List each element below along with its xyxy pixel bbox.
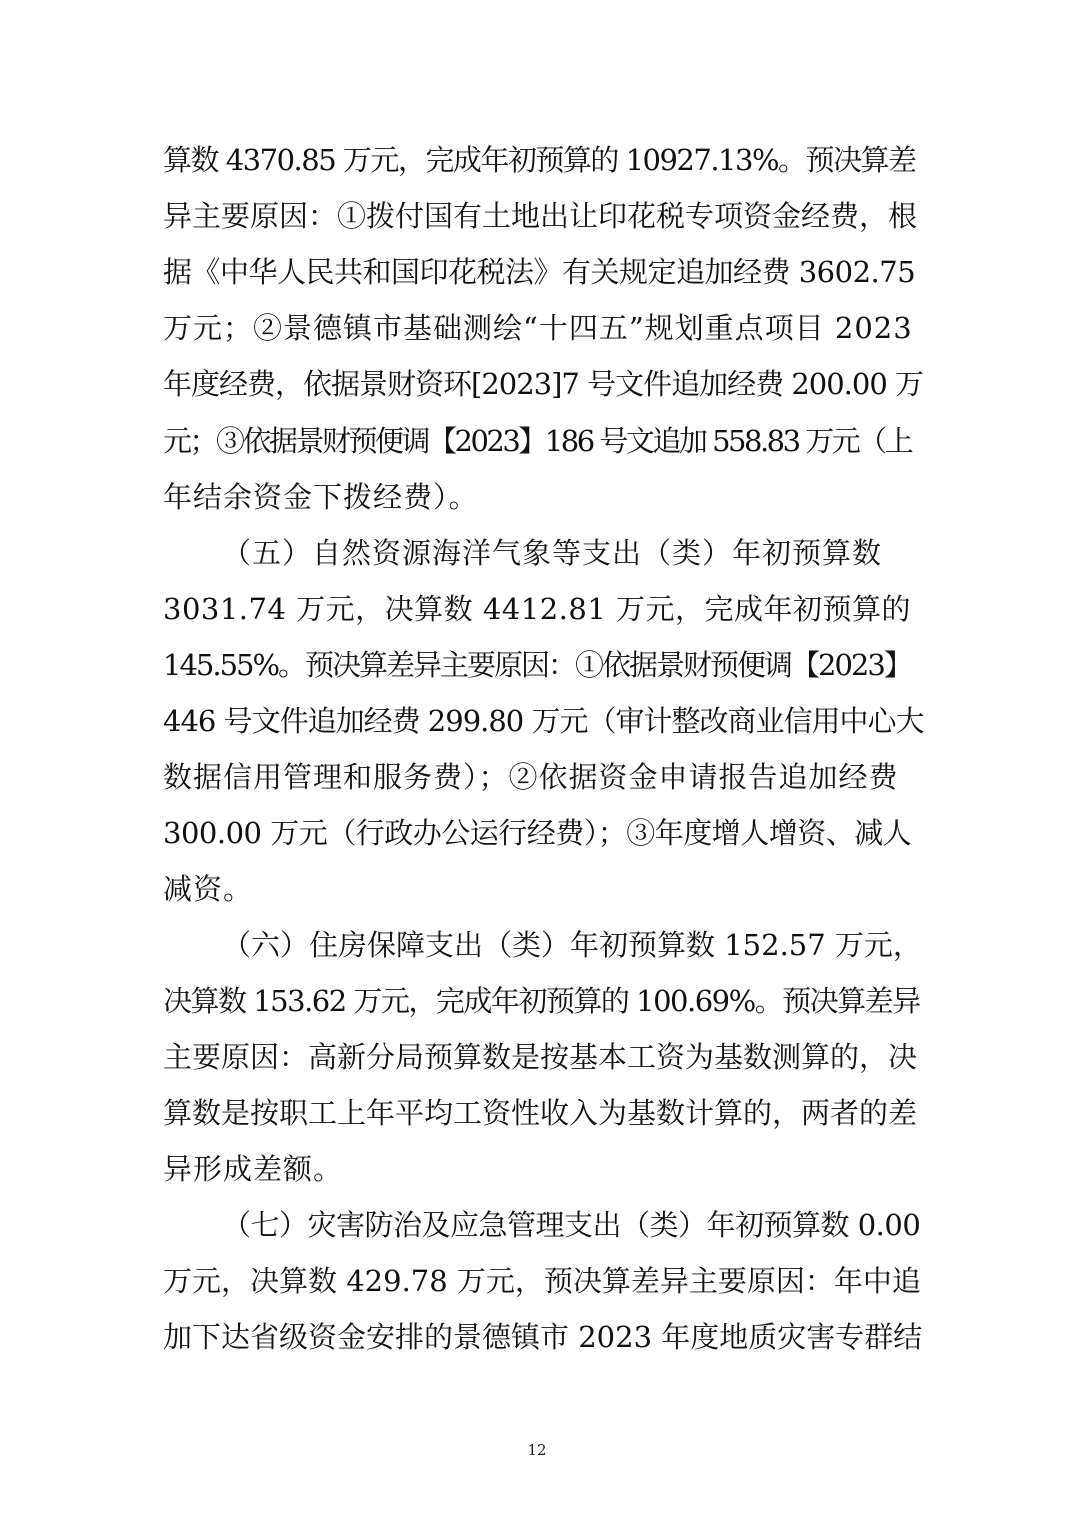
- text-line: 异主要原因：①拨付国有土地出让印花税专项资金经费，根: [163, 199, 918, 233]
- section-heading: （六）住房保障支出（类）年初预算数 152.57 万元，: [222, 928, 922, 962]
- text-line: 年度经费，依据景财资环[2023]7 号文件追加经费 200.00 万: [163, 367, 924, 401]
- text-line: 算数是按职工上年平均工资性收入为基数计算的，两者的差: [163, 1096, 918, 1130]
- page-number: 12: [527, 1441, 547, 1459]
- text-line: 决算数 153.62 万元，完成年初预算的 100.69%。预决算差异: [163, 984, 920, 1018]
- text-line: 减资。: [163, 872, 254, 906]
- text-line: 算数 4370.85 万元，完成年初预算的 10927.13%。预决算差: [163, 143, 916, 177]
- section-heading: （五）自然资源海洋气象等支出（类）年初预算数: [222, 536, 883, 570]
- text-line: 万元；②景德镇市基础测绘“十四五”规划重点项目 2023: [163, 311, 913, 345]
- section-heading: （七）灾害防治及应急管理支出（类）年初预算数 0.00: [222, 1208, 921, 1242]
- text-line: 据《中华人民共和国印花税法》有关规定追加经费 3602.75: [163, 255, 916, 289]
- text-line: 3031.74 万元，决算数 4412.81 万元，完成年初预算的: [163, 592, 912, 626]
- text-line: 446 号文件追加经费 299.80 万元（审计整改商业信用中心大: [163, 704, 924, 738]
- text-line: 300.00 万元（行政办公运行经费）；③年度增人增资、减人: [163, 816, 912, 850]
- text-line: 元；③依据景财预便调【2023】186 号文追加 558.83 万元（上: [163, 424, 912, 458]
- text-line: 主要原因：高新分局预算数是按基本工资为基数测算的，决: [163, 1040, 918, 1074]
- text-line: 年结余资金下拨经费）。: [163, 480, 479, 514]
- text-line: 万元，决算数 429.78 万元，预决算差异主要原因：年中追: [163, 1264, 921, 1298]
- text-line: 加下达省级资金安排的景德镇市 2023 年度地质灾害专群结: [163, 1320, 923, 1354]
- text-line: 145.55%。预决算差异主要原因：①依据景财预便调【2023】: [163, 648, 911, 682]
- text-line: 数据信用管理和服务费）；②依据资金申请报告追加经费: [163, 760, 899, 794]
- text-line: 异形成差额。: [163, 1152, 344, 1186]
